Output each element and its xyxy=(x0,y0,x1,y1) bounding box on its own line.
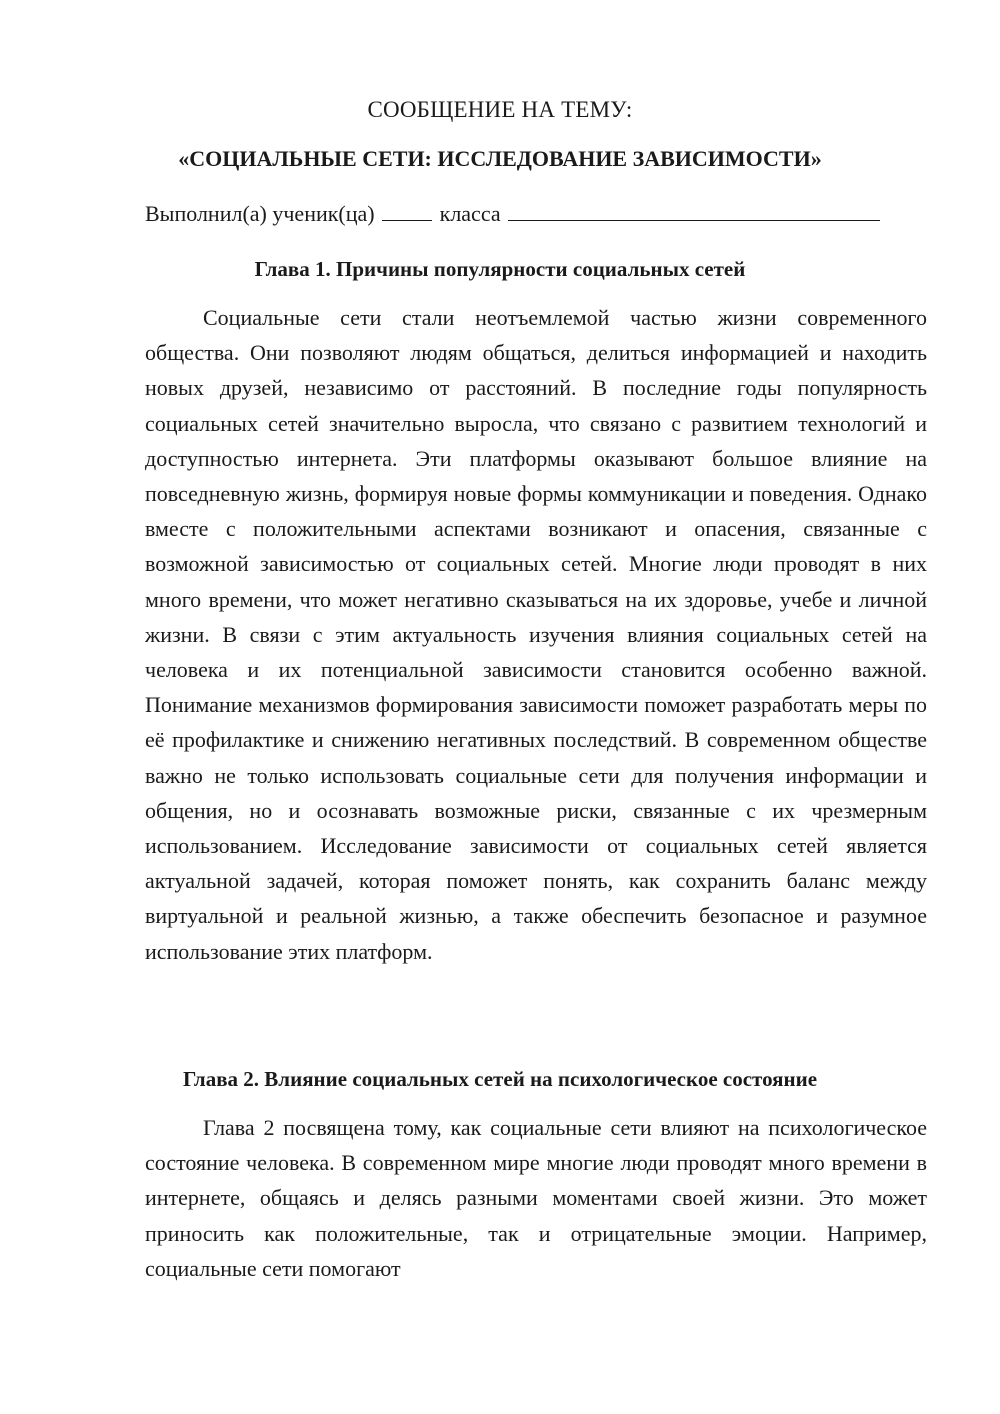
name-blank xyxy=(508,200,880,221)
chapter-1-paragraph: Социальные сети стали неотъемлемой частью жизни современного общества. Они позволяют людям общаться, делиться информацией и находить новых друзей, независимо от расстояний. В последние годы популярность социальных сетей значительно выросла, что связано с развитием технологий и доступностью интернета. Эти платформы оказывают большое влияние на повседневную жизнь, формируя новые формы коммуникации и поведения. Однако вместе с положительными аспектами возникают и опасения, связанные с возможной зависимостью от социальных сетей. Многие люди проводят в них много времени, что может негативно сказываться на их здоровье, учебе и личной жизни. В связи с этим актуальность изучения влияния социальных сетей на человека и их потенциальной зависимости становится особенно важной. Понимание механизмов формирования зависимости поможет разработать меры по её профилактике и снижению негативных последствий. В современном обществе важно не только использовать социальные сети для получения информации и общения, но и осознавать возможные риски, связанные с их чрезмерным использованием. Исследование зависимости от социальных сетей является актуальной задачей, которая поможет понять, как сохранить баланс между виртуальной и реальной жизнью, а также обеспечить безопасное и разумное использование этих платформ. xyxy=(145,305,927,964)
chapter-2-paragraph: Глава 2 посвящена тому, как социальные сети влияют на психологическое состояние человека. В современном мире многие люди проводят много времени в интернете, общаясь и делясь разными моментами своей жизни. Это может приносить как положительные, так и отрицательные эмоции. Например, социальные сети помогают xyxy=(145,1115,927,1281)
class-label: класса xyxy=(439,201,501,226)
byline xyxy=(145,200,882,225)
class-number-blank xyxy=(382,200,432,221)
chapter-1-heading: Глава 1. Причины популярности социальных сетей xyxy=(254,257,746,281)
author-label: Выполнил(а) ученик(ца) xyxy=(145,201,375,226)
document-title-line-2: «СОЦИАЛЬНЫЕ СЕТИ: ИССЛЕДОВАНИЕ ЗАВИСИМОСТИ» xyxy=(178,146,822,171)
chapter-2-heading: Глава 2. Влияние социальных сетей на психологическое состояние xyxy=(182,1067,818,1091)
document-title-line-1: СООБЩЕНИЕ НА ТЕМУ: xyxy=(367,97,633,122)
